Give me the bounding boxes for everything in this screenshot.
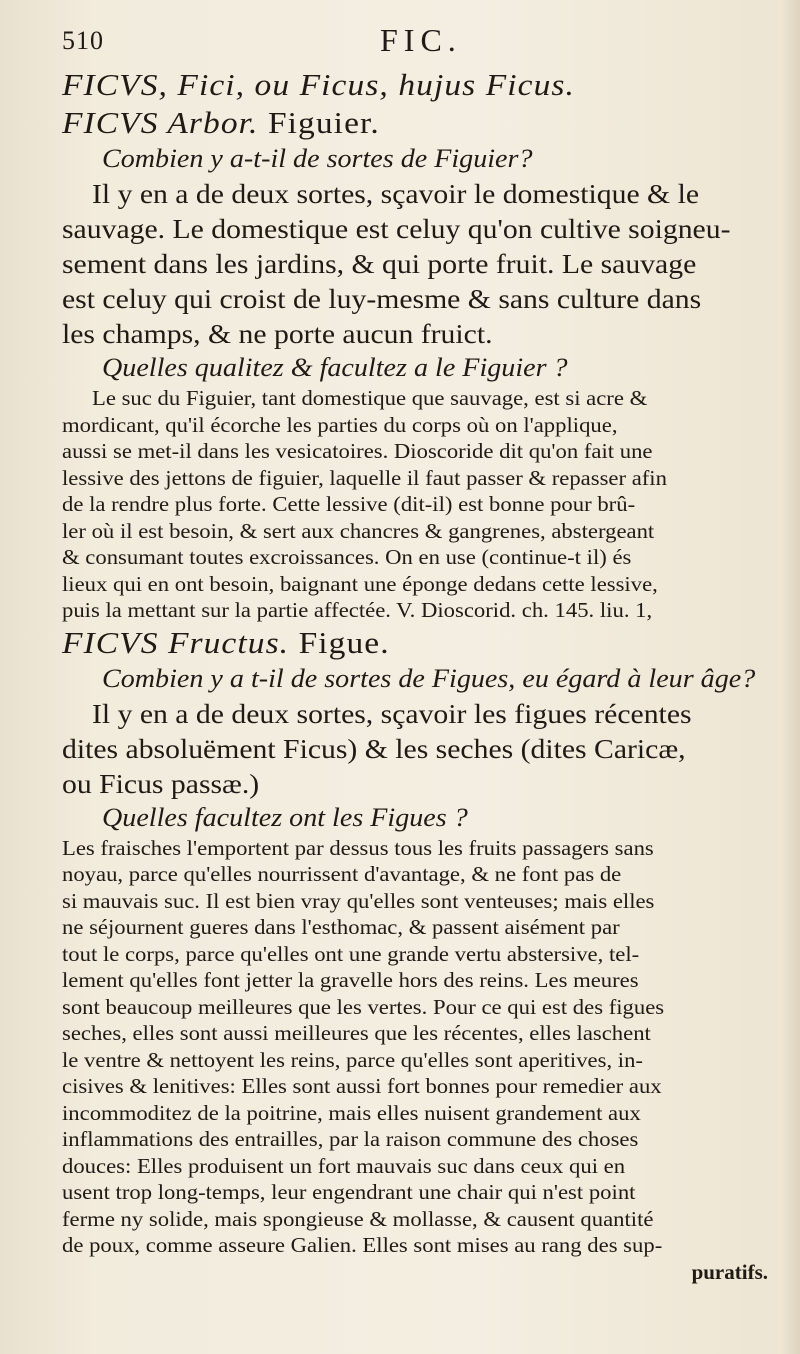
- text-line: sement dans les jardins, & qui porte fruit. Le sauvage: [62, 248, 697, 279]
- text-line: noyau, parce qu'elles nourrissent d'avantage, & ne font pas de: [62, 862, 622, 886]
- text-line: de poux, comme asseure Galien. Elles sont mises au rang des sup-: [62, 1233, 663, 1257]
- text-line: lement qu'elles font jetter la gravelle hors des reins. Les meures: [62, 968, 639, 992]
- text-line: cisives & lenitives: Elles sont aussi fort bonnes pour remedier aux: [62, 1074, 662, 1098]
- text-line: le ventre & nettoyent les reins, parce qu'elles sont aperitives, in-: [62, 1047, 643, 1072]
- entry-latin: FICVS Arbor.: [62, 105, 259, 140]
- text-line: ler où il est besoin, & sert aux chancres & gangrenes, abstergeant: [62, 518, 655, 543]
- paragraph: [62, 176, 768, 351]
- entry-heading: [62, 104, 768, 142]
- text-line: lessive des jettons de figuier, laquelle il faut passer & repasser afin: [62, 465, 667, 490]
- entry-french: Figuier.: [267, 105, 380, 140]
- text-line: ferme ny solide, mais spongieuse & mollasse, & causent quantité: [62, 1206, 654, 1231]
- question-heading: Quelles facultez ont les Figues ?: [102, 802, 468, 832]
- text-line: puis la mettant sur la partie affectée. V. Dioscorid. ch. 145. liu. 1,: [62, 598, 653, 622]
- entry-heading: [62, 624, 768, 662]
- paragraph: [62, 696, 768, 801]
- page-header: [62, 22, 760, 62]
- text-line: mordicant, qu'il écorche les parties du corps où on l'applique,: [62, 412, 618, 437]
- text-line: est celuy qui croist de luy-mesme & sans culture dans: [62, 283, 702, 314]
- text-line: incommoditez de la poitrine, mais elles nuisent grandement aux: [62, 1100, 641, 1125]
- text-line: Il y en a de deux sortes, sçavoir le domestique & le: [92, 178, 700, 209]
- catchword: puratifs.: [691, 1259, 768, 1284]
- paragraph: [62, 835, 768, 1259]
- text-line: tout le corps, parce qu'elles ont une grande vertu abstersive, tel-: [62, 941, 640, 966]
- text-line: Le suc du Figuier, tant domestique que sauvage, est si acre &: [92, 386, 648, 410]
- text-line: douces: Elles produisent un fort mauvais suc dans ceux qui en: [62, 1153, 626, 1178]
- text-line: les champs, & ne porte aucun fruict.: [62, 318, 493, 349]
- text-line: usent trop long-temps, leur engendrant une chair qui n'est point: [62, 1180, 636, 1204]
- entry-heading: FICVS, Fici, ou Ficus, hujus Ficus.: [62, 67, 575, 102]
- text-line: inflammations des entrailles, par la raison commune des choses: [62, 1127, 639, 1151]
- text-line: seches, elles sont aussi meilleures que les récentes, elles laschent: [62, 1021, 651, 1045]
- text-line: sauvage. Le domestique est celuy qu'on cultive soigneu-: [62, 213, 731, 244]
- text-line: ne séjournent gueres dans l'esthomac, & passent aisément par: [62, 915, 620, 939]
- page-edge-shadow: [782, 0, 800, 1354]
- entry-latin: FICVS Fructus.: [62, 624, 290, 660]
- text-line: si mauvais suc. Il est bien vray qu'elles sont venteuses; mais elles: [62, 888, 655, 913]
- text-line: dites absoluëment Ficus) & les seches (dites Caricæ,: [62, 732, 686, 764]
- text-line: aussi se met-il dans les vesicatoires. Dioscoride dit qu'on fait une: [62, 439, 653, 463]
- page-number: 510: [62, 26, 104, 55]
- question-heading: Combien y a-t-il de sortes de Figuier?: [102, 144, 533, 173]
- text-line: de la rendre plus forte. Cette lessive (dit-il) est bonne pour brû-: [62, 492, 636, 516]
- text-line: ou Ficus passæ.): [62, 767, 260, 799]
- question-heading: Combien y a t-il de sortes de Figues, eu égard à leur âge?: [102, 663, 756, 693]
- paragraph: [62, 385, 768, 624]
- question-heading: Quelles qualitez & facultez a le Figuier ?: [102, 353, 568, 382]
- entry-french: Figue.: [298, 624, 390, 660]
- text-line: Il y en a de deux sortes, sçavoir les figues récentes: [92, 697, 692, 729]
- page-body: [62, 66, 768, 1285]
- text-line: lieux qui en ont besoin, baignant une éponge dedans cette lessive,: [62, 571, 658, 596]
- running-head: FIC.: [380, 22, 462, 58]
- text-line: sont beaucoup meilleures que les vertes. Pour ce qui est des figues: [62, 994, 665, 1019]
- text-line: & consumant toutes excroissances. On en use (continue-t il) és: [62, 545, 632, 569]
- text-line: Les fraisches l'emportent par dessus tous les fruits passagers sans: [62, 835, 654, 860]
